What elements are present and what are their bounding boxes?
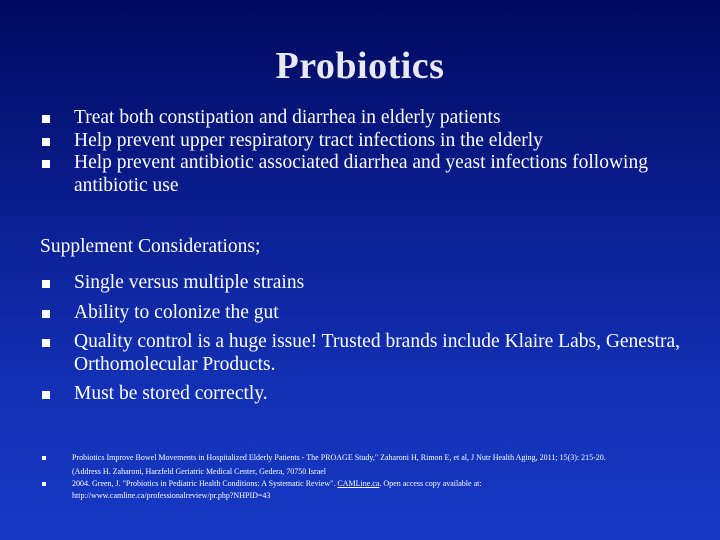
slide-title: Probiotics [275, 45, 445, 87]
list-item [40, 383, 700, 406]
bullet-text: Quality control is a huge issue! Trusted brands include Klaire Labs, Genestra, Orthomolecular Products. [74, 331, 680, 375]
supplement-bullet-list [40, 272, 700, 413]
bullet-text: Ability to colonize the gut [74, 301, 279, 323]
square-bullet-icon [42, 138, 50, 146]
bullet-text: Treat both constipation and diarrhea in elderly patients [74, 107, 501, 128]
square-bullet-icon [42, 280, 50, 288]
square-bullet-icon [42, 115, 50, 123]
list-item [40, 152, 700, 197]
reference-item [40, 452, 700, 478]
reference-prefix: 2004. Green, J. "Probiotics in Pediatric Health Conditions: A Systematic Review". [72, 479, 338, 488]
list-item [40, 130, 700, 153]
bullet-text: Single versus multiple strains [74, 272, 305, 293]
main-bullet-list [40, 107, 700, 197]
camline-link[interactable]: CAMLine.ca [337, 479, 380, 488]
reference-list-1 [40, 452, 700, 478]
list-item [40, 272, 700, 295]
supplement-heading: Supplement Considerations; [40, 236, 261, 257]
reference-suffix: . Open access copy available at: [379, 479, 482, 488]
square-bullet-icon [42, 456, 46, 460]
reference-text: (Address H. Zaharoni, Harzfeld Geriatric Medical Center, Gedera, 70750 Israel [72, 467, 327, 476]
bullet-text: Must be stored correctly. [74, 383, 268, 404]
square-bullet-icon [42, 310, 50, 318]
reference-text: Probiotics Improve Bowel Movements in Hospitalized Elderly Patients - The PROAGE Study," Zaharoni H, Rimon E, et al, J Nutr Health Aging, 2011; 15(3): 215-20. [72, 453, 606, 462]
reference-text [72, 478, 700, 490]
square-bullet-icon [42, 160, 50, 168]
reference-url[interactable]: http://www.camline.ca/professionalreview/pr.php?NHPID=43 [72, 491, 271, 500]
list-item [40, 331, 700, 376]
square-bullet-icon [42, 391, 50, 399]
list-item [40, 107, 700, 130]
reference-item [40, 478, 700, 502]
square-bullet-icon [42, 482, 46, 486]
reference-list-2 [40, 478, 700, 502]
list-item [40, 302, 700, 325]
square-bullet-icon [42, 339, 50, 347]
bullet-text: Help prevent upper respiratory tract infections in the elderly [74, 129, 543, 151]
bullet-text: Help prevent antibiotic associated diarrhea and yeast infections following antibiotic use [74, 152, 648, 196]
